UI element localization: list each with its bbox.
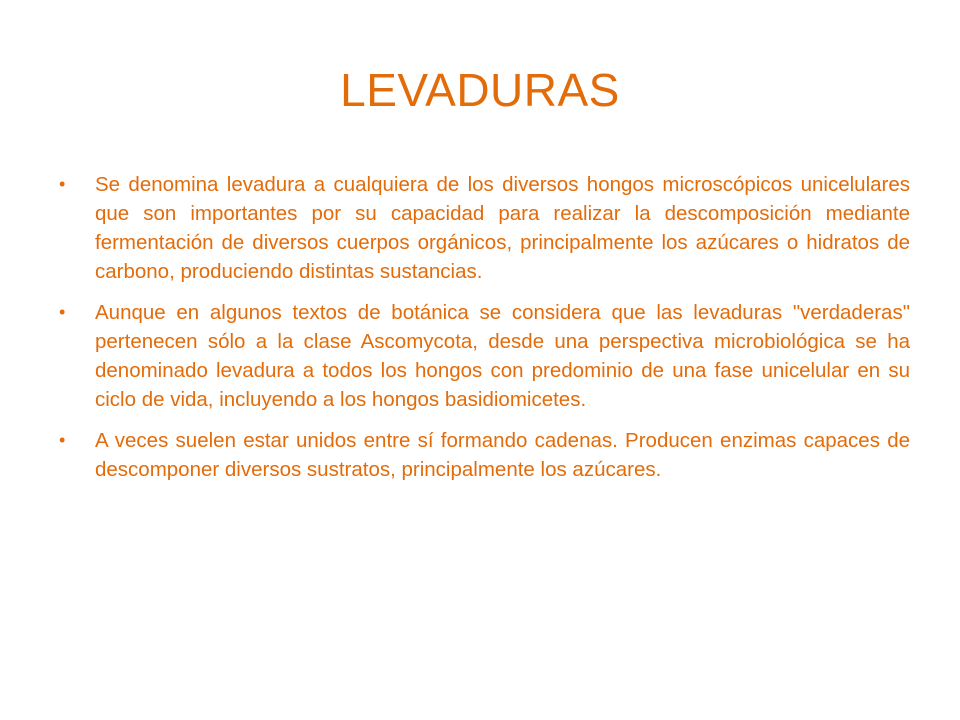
bullet-list — [58, 170, 910, 496]
bullet-item — [58, 426, 910, 484]
bullet-point-icon: • — [59, 174, 66, 194]
bullet-point-icon: • — [59, 302, 66, 322]
bullet-text: Se denomina levadura a cualquiera de los diversos hongos microscópicos unicelulares que son importantes por su capacidad para realizar la descomposición mediante fermentación de diversos cuerpos orgánicos, principalmente los azúcares o hidratos de carbono, produciendo distintas sustancias. — [95, 173, 910, 283]
bullet-item — [58, 170, 910, 286]
bullet-text: Aunque en algunos textos de botánica se considera que las levaduras "verdaderas" pertenecen sólo a la clase Ascomycota, desde una perspectiva microbiológica se ha denominado levadura a todos los hongos con predominio de una fase unicelular en su ciclo de vida, incluyendo a los hongos basidiomicetes. — [95, 301, 910, 411]
slide-title: LEVADURAS — [340, 64, 620, 116]
bullet-point-icon: • — [59, 430, 66, 450]
bullet-text: A veces suelen estar unidos entre sí formando cadenas. Producen enzimas capaces de descomponer diversos sustratos, principalmente los azúcares. — [95, 429, 910, 481]
bullet-item — [58, 298, 910, 414]
